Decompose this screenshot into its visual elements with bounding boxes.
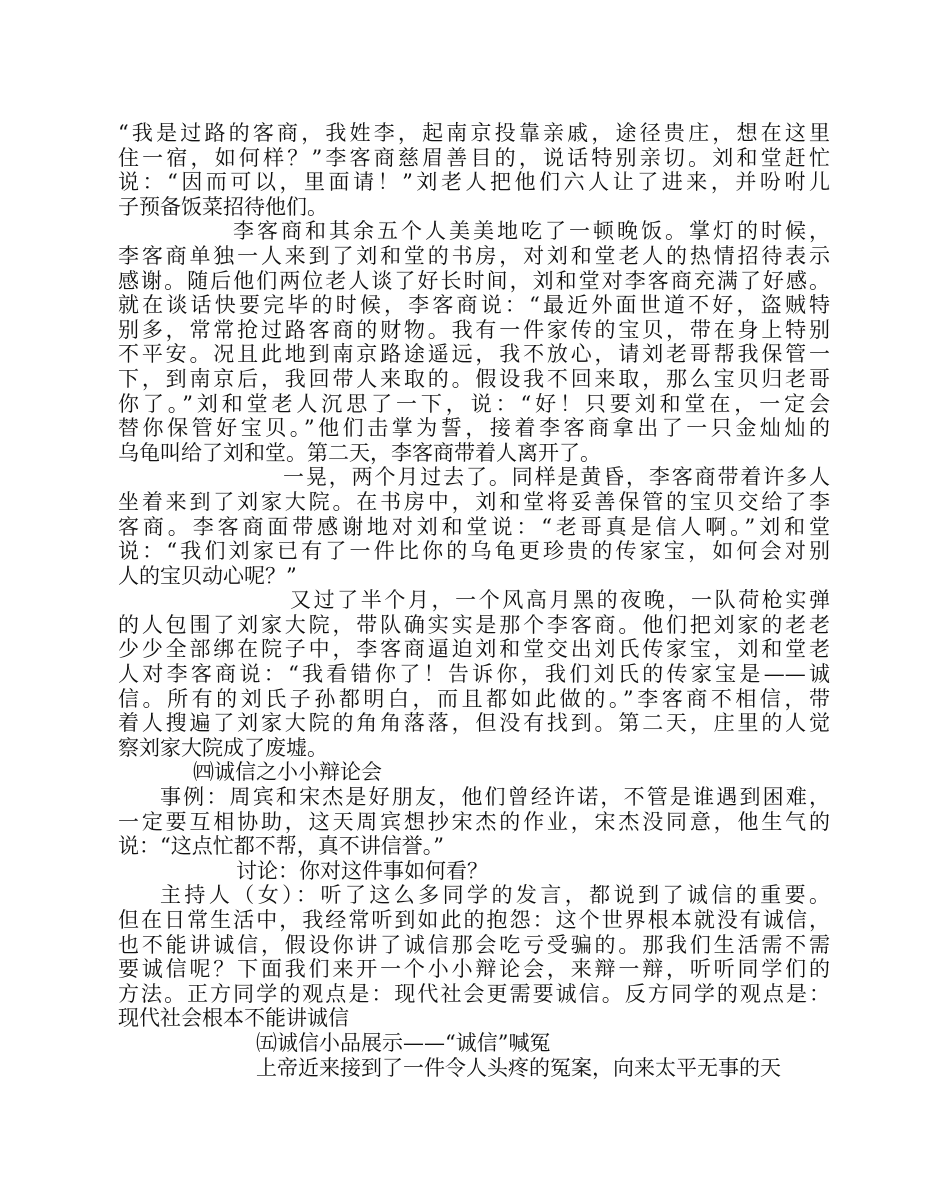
text-line: 客商。李客商面带感谢地对刘和堂说：“老哥真是信人啊。”刘和堂 bbox=[118, 514, 830, 539]
text-line: 也不能讲诚信，假设你讲了诚信那会吃亏受骗的。那我们生活需不需 bbox=[118, 932, 830, 957]
text-line: 上帝近来接到了一件令人头疼的冤案，向来太平无事的天 bbox=[256, 1055, 781, 1080]
text-line: 你了。”刘和堂老人沉思了一下，说：“好！只要刘和堂在，一定会 bbox=[118, 391, 830, 416]
text-line: 下，到南京后，我回带人来取的。假设我不回来取，那么宝贝归老哥 bbox=[118, 366, 830, 391]
text-line: 要诚信呢？下面我们来开一个小小辩论会，来辩一辩，听听同学们的 bbox=[118, 957, 830, 982]
text-line: 别多，常常抢过路客商的财物。我有一件家传的宝贝，带在身上特别 bbox=[118, 317, 830, 342]
section-heading: ㈤诚信小品展示——“诚信”喊冤 bbox=[256, 1030, 551, 1055]
text-line: “我是过路的客商，我姓李，起南京投靠亲戚，途径贵庄，想在这里 bbox=[118, 121, 830, 145]
text-line: 着人搜遍了刘家大院的角角落落，但没有找到。第二天，庄里的人觉 bbox=[118, 711, 830, 736]
text-line: 人对李客商说：“我看错你了！告诉你，我们刘氏的传家宝是——诚 bbox=[118, 662, 830, 687]
text-line: 替你保管好宝贝。”他们击掌为誓，接着李客商拿出了一只金灿灿的 bbox=[118, 416, 830, 441]
text-line: 又过了半个月，一个风高月黑的夜晚，一队荷枪实弹 bbox=[290, 588, 830, 613]
text-line: 讨论：你对这件事如何看？ bbox=[236, 858, 488, 883]
text-line: 子预备饭菜招待他们。 bbox=[118, 194, 328, 219]
text-line: 说：“因而可以，里面请！”刘老人把他们六人让了进来，并吩咐儿 bbox=[118, 170, 830, 195]
text-line: 乌龟叫给了刘和堂。第二天，李客商带着人离开了。 bbox=[118, 440, 601, 465]
text-line: 事例：周宾和宋杰是好朋友，他们曾经许诺，不管是谁遇到困难， bbox=[160, 785, 830, 810]
text-line: 一定要互相协助，这天周宾想抄宋杰的作业，宋杰没同意，他生气的 bbox=[118, 809, 830, 834]
section-heading: ㈣诚信之小小辩论会 bbox=[193, 760, 382, 785]
text-line: 李客商和其余五个人美美地吃了一顿晚饭。掌灯的时候， bbox=[233, 219, 830, 244]
text-line: 现代社会根本不能讲诚信 bbox=[118, 1006, 349, 1031]
text-line: 但在日常生活中，我经常听到如此的抱怨：这个世界根本就没有诚信， bbox=[118, 908, 830, 932]
text-line: 少少全部绑在院子中，李客商逼迫刘和堂交出刘氏传家宝，刘和堂老 bbox=[118, 637, 830, 662]
text-line: 信。所有的刘氏子孙都明白，而且都如此做的。”李客商不相信，带 bbox=[118, 686, 830, 711]
text-line: 不平安。况且此地到南京路途遥远，我不放心，请刘老哥帮我保管一 bbox=[118, 342, 830, 367]
document-body bbox=[118, 121, 830, 1080]
text-line: 李客商单独一人来到了刘和堂的书房，对刘和堂老人的热情招待表示 bbox=[118, 243, 830, 268]
text-line: 就在谈话快要完毕的时候，李客商说：“最近外面世道不好，盗贼特 bbox=[118, 293, 830, 318]
text-line: 一晃，两个月过去了。同样是黄昏，李客商带着许多人 bbox=[283, 465, 830, 490]
text-line: 察刘家大院成了废墟。 bbox=[118, 735, 328, 760]
text-line: 主持人（女）：听了这么多同学的发言，都说到了诚信的重要。 bbox=[160, 883, 830, 908]
text-line: 感谢。随后他们两位老人谈了好长时间，刘和堂对李客商充满了好感。 bbox=[118, 268, 830, 293]
text-line: 方法。正方同学的观点是：现代社会更需要诚信。反方同学的观点是： bbox=[118, 981, 830, 1006]
text-line: 坐着来到了刘家大院。在书房中，刘和堂将妥善保管的宝贝交给了李 bbox=[118, 489, 830, 514]
text-line: 的人包围了刘家大院，带队确实实是那个李客商。他们把刘家的老老 bbox=[118, 612, 830, 637]
text-line: 人的宝贝动心呢？” bbox=[118, 563, 297, 588]
text-line: 住一宿，如何样？”李客商慈眉善目的，说话特别亲切。刘和堂赶忙 bbox=[118, 145, 830, 170]
text-line: 说：“这点忙都不帮，真不讲信誉。” bbox=[118, 834, 444, 859]
text-line: 说：“我们刘家已有了一件比你的乌龟更珍贵的传家宝，如何会对别 bbox=[118, 539, 830, 564]
